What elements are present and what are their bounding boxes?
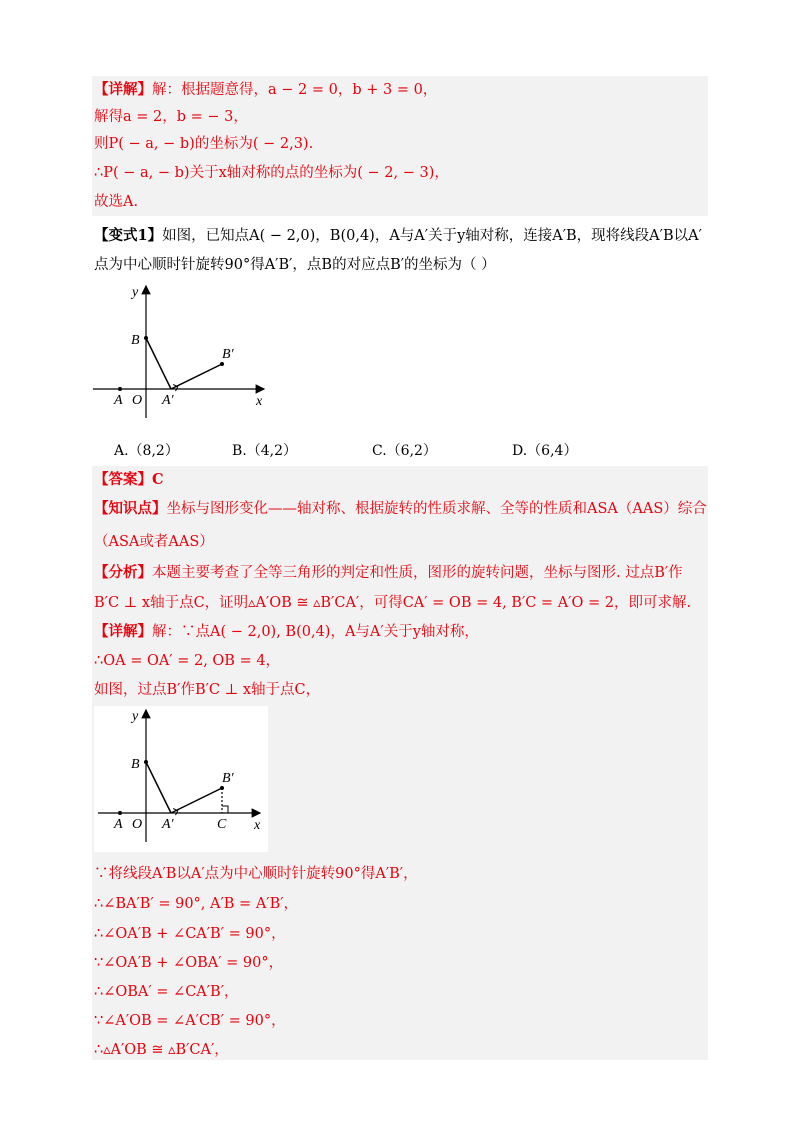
option-c[interactable]: C.（6,2） [372,443,437,459]
knowledge-line-2: （ASA或者AAS） [94,534,214,550]
analysis-line-1 [94,563,683,583]
point-Bp [220,786,224,790]
coordinate-figure-2 [94,706,268,852]
label-Ap: A′ [162,393,174,408]
detail-line-3: 则P( − a, − b)的坐标为( − 2,3). [94,136,314,152]
answer-line [94,470,164,490]
proof-line-5: ∴∠OBA′ = ∠CA′B′， [94,984,239,1000]
analysis-line-2: B′C ⊥ x轴于点C，证明▵A′OB ≅ ▵B′CA′，可得CA′ = OB = 4, B′C = A′O = 2，即可求解. [94,595,692,611]
proof-line-7: ∴▵A′OB ≅ ▵B′CA′， [94,1042,229,1058]
question-text: 如图，已知点A( − 2,0)，B(0,4)，A与A′关于y轴对称，连接A′B，现将线段A′B以A′ [162,228,702,244]
segment-ApB [146,338,171,389]
point-A [118,387,122,391]
label-A: A [114,393,123,408]
detail-line-4: ∴P( − a, − b)关于x轴对称的点的坐标为( − 2, − 3)， [94,165,449,181]
question-tag: 【变式1】 [94,227,163,244]
label-Ap: A′ [162,817,174,832]
proof-line-2: ∴∠BA′B′ = 90°, A′B = A′B′， [94,896,299,912]
knowledge-text: 坐标与图形变化——轴对称、根据旋转的性质求解、全等的性质和ASA（AAS）综合 [166,501,707,517]
segment-ApBp [171,788,222,813]
label-Bp: B′ [222,771,234,786]
label-O: O [132,817,143,832]
label-B: B [131,333,140,348]
proof-line-1: ∵将线段A′B以A′点为中心顺时针旋转90°得A′B′， [94,866,418,882]
proof-line-4: ∵∠OA′B + ∠OBA′ = 90°， [94,955,284,971]
point-B [144,760,148,764]
detail-line-5: 故选A. [94,194,139,210]
label-x: x [256,394,263,409]
label-A: A [114,817,123,832]
point-A [118,811,122,815]
segment-ApBp [171,364,222,389]
detail2-text: 解：∵点A( − 2,0), B(0,4)，A与A′关于y轴对称， [152,624,479,640]
segment-ApB [146,762,171,813]
detail-text: 解：根据题意得，a − 2 = 0，b + 3 = 0， [152,82,438,98]
detail-line-1 [94,80,437,100]
detail2-line-1 [94,622,479,642]
answer-value: C [152,471,164,488]
question-line-2: 点为中心顺时针旋转90°得A′B′，点B的对应点B′的坐标为（ ） [94,257,496,273]
label-O: O [132,393,143,408]
answer-tag: 【答案】 [94,471,152,488]
knowledge-tag: 【知识点】 [94,500,167,517]
knowledge-line-1 [94,499,707,519]
proof-line-6: ∵∠A′OB = ∠A′CB′ = 90°， [94,1013,286,1029]
label-Bp: B′ [222,347,234,362]
analysis-tag: 【分析】 [94,564,152,581]
option-b[interactable]: B.（4,2） [232,443,298,459]
detail2-line-3: 如图，过点B′作B′C ⊥ x轴于点C， [94,682,321,698]
label-y: y [132,285,139,300]
detail-tag: 【详解】 [94,81,152,98]
detail2-line-2: ∴OA = OA′ = 2, OB = 4， [94,653,281,669]
label-y: y [132,709,139,724]
label-C: C [217,817,227,832]
analysis-text: 本题主要考查了全等三角形的判定和性质，图形的旋转问题，坐标与图形. 过点B′作 [152,565,683,581]
detail-line-2: 解得a = 2，b = − 3， [94,109,248,125]
point-B [144,336,148,340]
label-B: B [131,757,140,772]
right-angle-mark-C [222,806,228,813]
option-a[interactable]: A.（8,2） [114,443,179,459]
proof-line-3: ∴∠OA′B + ∠CA′B′ = 90°， [94,926,286,942]
figure-2-box [94,706,268,852]
option-d[interactable]: D.（6,4） [512,443,578,459]
question-line-1 [94,226,702,246]
detail2-tag: 【详解】 [94,623,152,640]
label-x: x [254,818,261,833]
coordinate-figure-1 [88,282,278,427]
point-Bp [220,362,224,366]
